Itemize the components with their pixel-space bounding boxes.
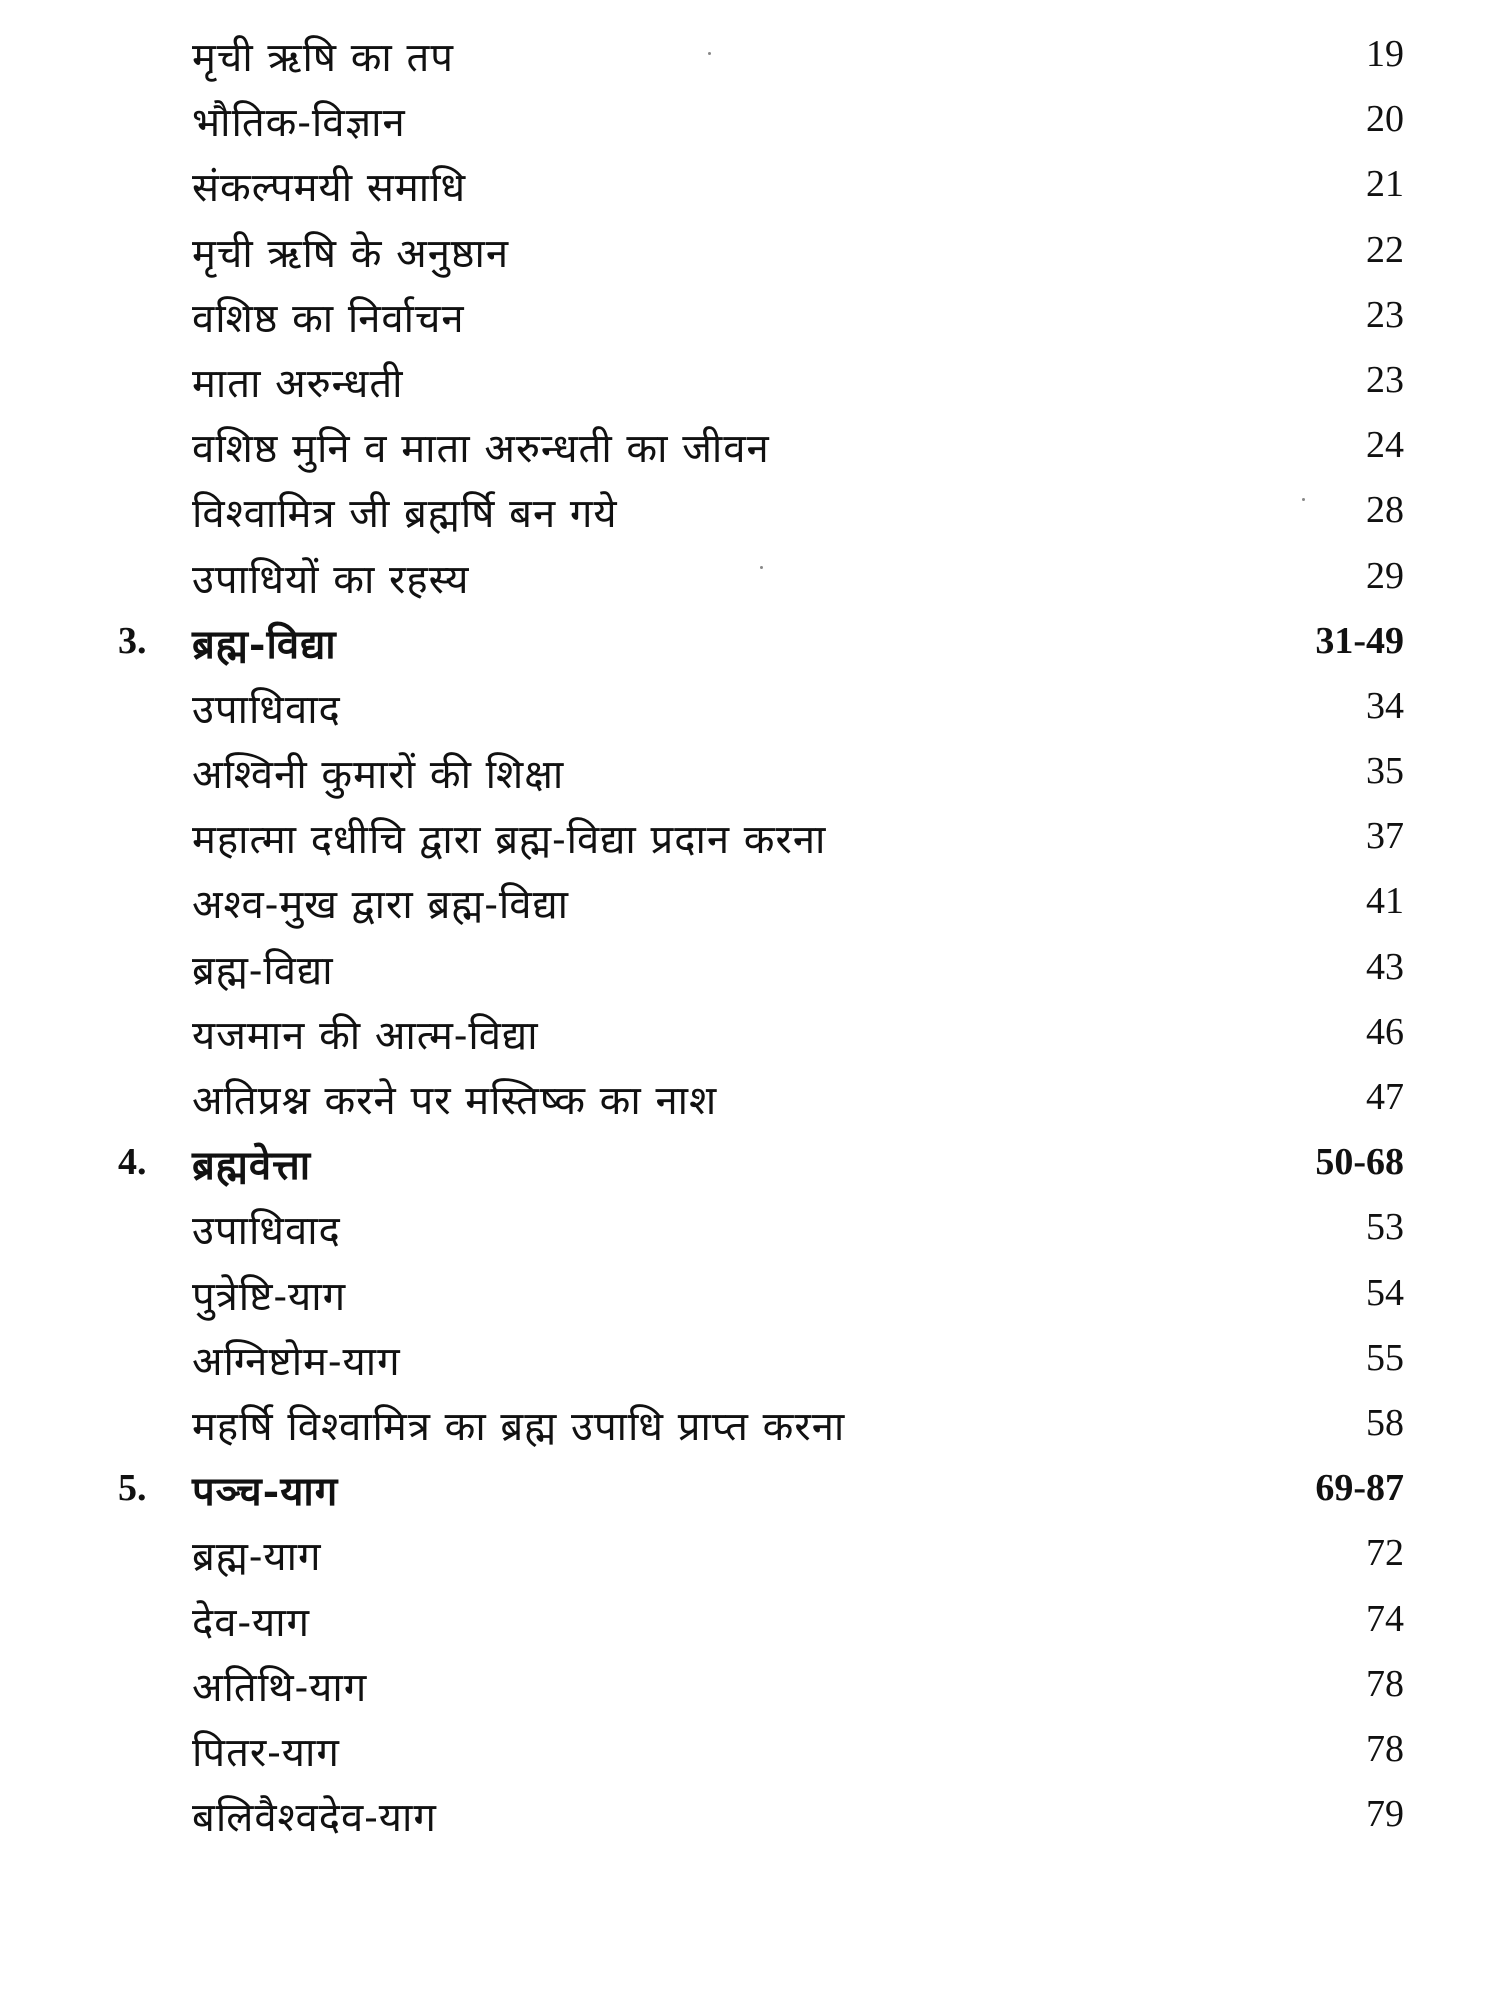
entry-title: उपाधिवाद xyxy=(192,686,341,733)
entry-page-number: 35 xyxy=(1366,750,1404,793)
entry-title: उपाधिवाद xyxy=(192,1208,341,1255)
toc-entry xyxy=(0,1521,1500,1586)
entry-title: ब्रह्म-विद्या xyxy=(192,947,334,994)
entry-page-number: 37 xyxy=(1366,815,1404,858)
entry-title: देव-याग xyxy=(192,1599,311,1646)
toc-entry xyxy=(0,544,1500,609)
entry-page-number: 20 xyxy=(1366,98,1404,141)
entry-title: वशिष्ठ का निर्वाचन xyxy=(192,295,465,342)
entry-page-number: 74 xyxy=(1366,1597,1404,1640)
entry-title: ब्रह्म-याग xyxy=(192,1534,322,1581)
toc-entry xyxy=(0,1000,1500,1065)
toc-entry xyxy=(0,1195,1500,1260)
scan-speck xyxy=(708,52,711,55)
entry-title: उपाधियों का रहस्य xyxy=(192,556,470,603)
toc-entry xyxy=(0,1782,1500,1847)
entry-title: अतिथि-याग xyxy=(192,1664,368,1711)
entry-title: अग्निष्टोम-याग xyxy=(192,1338,401,1385)
chapter-number: 3. xyxy=(118,619,147,662)
entry-page-number: 72 xyxy=(1366,1532,1404,1575)
entry-title: अश्विनी कुमारों की शिक्षा xyxy=(192,752,565,799)
entry-title: विश्वामित्र जी ब्रह्मर्षि बन गये xyxy=(192,491,618,538)
entry-page-number: 24 xyxy=(1366,424,1404,467)
entry-title: भौतिक-विज्ञान xyxy=(192,100,406,147)
entry-title: पितर-याग xyxy=(192,1729,340,1776)
toc-entry xyxy=(0,674,1500,739)
entry-page-number: 47 xyxy=(1366,1076,1404,1118)
scan-speck xyxy=(1302,498,1305,501)
entry-page-number: 46 xyxy=(1366,1010,1404,1053)
entry-page-number: 23 xyxy=(1366,358,1404,401)
toc-entry xyxy=(0,739,1500,804)
toc-entry xyxy=(0,1326,1500,1391)
toc-entry xyxy=(0,348,1500,413)
toc-entry xyxy=(0,1065,1500,1130)
entry-title: संकल्पमयी समाधि xyxy=(192,165,467,212)
chapter-number: 4. xyxy=(118,1141,147,1184)
chapter-title: ब्रह्मवेत्ता xyxy=(192,1142,312,1190)
entry-page-number: 78 xyxy=(1366,1662,1404,1705)
toc-entry xyxy=(0,1652,1500,1717)
toc-entry xyxy=(0,87,1500,152)
entry-title: वशिष्ठ मुनि व माता अरुन्धती का जीवन xyxy=(192,426,770,473)
scan-speck xyxy=(760,566,763,569)
entry-page-number: 23 xyxy=(1366,293,1404,336)
toc-entry xyxy=(0,1391,1500,1456)
entry-page-number: 54 xyxy=(1366,1271,1404,1314)
entry-title: महर्षि विश्वामित्र का ब्रह्म उपाधि प्राप्त करना xyxy=(192,1403,846,1450)
chapter-page-range: 31-49 xyxy=(1315,619,1404,662)
toc-chapter xyxy=(0,1130,1500,1195)
entry-title: मृची ऋषि के अनुष्ठान xyxy=(192,230,510,277)
toc-entry xyxy=(0,1587,1500,1652)
toc-entry xyxy=(0,478,1500,543)
entry-page-number: 41 xyxy=(1366,880,1404,923)
entry-title: बलिवैश्वदेव-याग xyxy=(192,1795,437,1842)
entry-title: पुत्रेष्टि-याग xyxy=(192,1273,347,1320)
entry-page-number: 29 xyxy=(1366,554,1404,597)
entry-page-number: 21 xyxy=(1366,163,1404,206)
table-of-contents xyxy=(0,22,1500,1847)
entry-page-number: 58 xyxy=(1366,1401,1404,1444)
toc-entry xyxy=(0,869,1500,934)
toc-entry xyxy=(0,283,1500,348)
toc-entry xyxy=(0,218,1500,283)
chapter-page-range: 69-87 xyxy=(1315,1467,1404,1510)
entry-page-number: 53 xyxy=(1366,1206,1404,1249)
entry-title: अतिप्रश्न करने पर मस्तिष्क का नाश xyxy=(192,1078,718,1124)
entry-page-number: 28 xyxy=(1366,489,1404,532)
entry-page-number: 43 xyxy=(1366,945,1404,988)
toc-entry xyxy=(0,22,1500,87)
entry-page-number: 34 xyxy=(1366,684,1404,727)
toc-entry xyxy=(0,1717,1500,1782)
toc-chapter xyxy=(0,609,1500,674)
entry-page-number: 55 xyxy=(1366,1336,1404,1379)
entry-page-number: 22 xyxy=(1366,228,1404,271)
entry-title: अश्व-मुख द्वारा ब्रह्म-विद्या xyxy=(192,882,570,929)
entry-title: माता अरुन्धती xyxy=(192,360,404,407)
toc-entry xyxy=(0,804,1500,869)
toc-entry xyxy=(0,1261,1500,1326)
chapter-page-range: 50-68 xyxy=(1315,1141,1404,1184)
entry-title: यजमान की आत्म-विद्या xyxy=(192,1012,539,1059)
chapter-title: ब्रह्म-विद्या xyxy=(192,620,337,668)
toc-entry xyxy=(0,413,1500,478)
toc-chapter xyxy=(0,1456,1500,1521)
entry-title: मृची ऋषि का तप xyxy=(192,35,455,81)
entry-page-number: 79 xyxy=(1366,1793,1404,1836)
toc-entry xyxy=(0,935,1500,1000)
entry-page-number: 78 xyxy=(1366,1727,1404,1770)
toc-entry xyxy=(0,152,1500,217)
entry-page-number: 19 xyxy=(1366,33,1404,75)
chapter-title: पञ्च-याग xyxy=(192,1468,339,1516)
entry-title: महात्मा दधीचि द्वारा ब्रह्म-विद्या प्रदान करना xyxy=(192,817,827,864)
chapter-number: 5. xyxy=(118,1467,147,1510)
